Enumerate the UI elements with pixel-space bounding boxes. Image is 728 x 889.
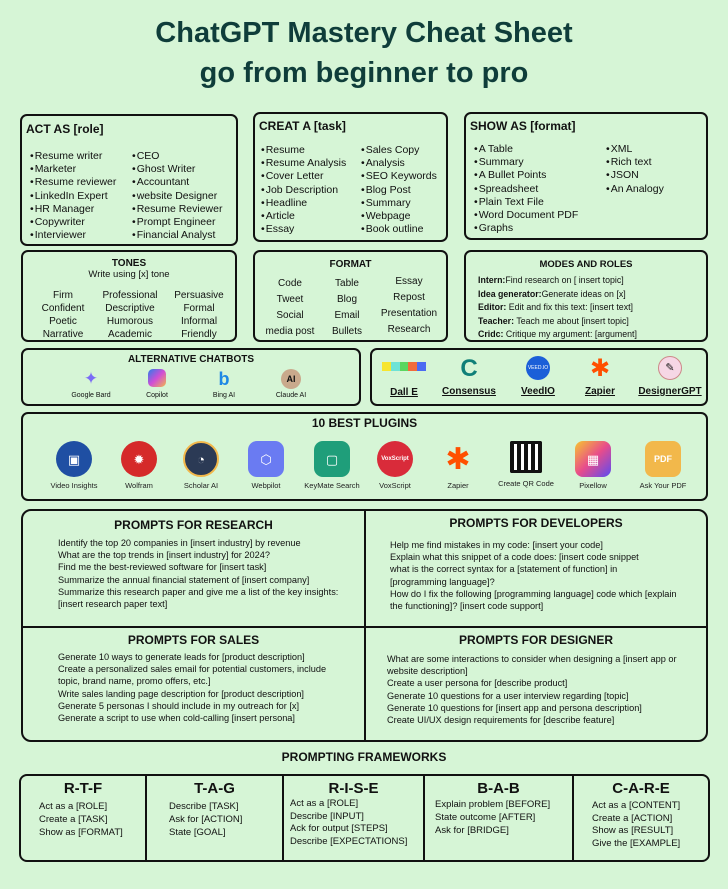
prompt-line: Generate 10 questions for a user interview regarding [topic] <box>387 690 629 701</box>
plugin-pixellow[interactable] <box>563 441 623 490</box>
list-item <box>478 315 637 329</box>
framework-line: Give the [EXAMPLE] <box>592 837 681 849</box>
modes-list <box>478 274 637 342</box>
scholar-ai-icon: ◔ <box>183 441 219 477</box>
list-item: Repost <box>393 292 425 303</box>
framework-bab <box>425 780 572 837</box>
tool-zapier[interactable] <box>572 356 628 397</box>
list-item: • Marketer <box>30 163 116 176</box>
plugin-label: Ask Your PDF <box>639 481 687 490</box>
tones-subtitle: Write using [x] tone <box>88 269 170 280</box>
framework-line: Ask for [ACTION] <box>169 814 243 825</box>
prompt-line: Generate 10 questions for [insert app and persona description] <box>387 702 642 713</box>
format-col3 <box>373 274 445 338</box>
show-as-title: SHOW AS [format] <box>470 119 576 133</box>
list-item: Poetic <box>49 316 77 327</box>
list-item: • Resume <box>261 144 346 157</box>
list-item: • Headline <box>261 197 346 210</box>
chatbot-label: Google Bard <box>71 392 111 399</box>
prompt-line: Explain what this snippet of a code does: [insert code snippet <box>390 552 639 563</box>
list-item: media post <box>265 326 315 337</box>
page-title: ChatGPT Mastery Cheat Sheet <box>155 17 573 49</box>
chatbot-bing[interactable] <box>196 369 252 399</box>
list-item: • Summary <box>361 197 437 210</box>
list-item: • Spreadsheet <box>474 183 578 196</box>
plugin-scholar-ai[interactable] <box>171 441 231 490</box>
mode-label: Teacher: <box>478 315 515 326</box>
show-as-col2 <box>606 143 664 196</box>
list-item: • A Table <box>474 143 578 156</box>
framework-line: Create a [TASK] <box>39 814 108 825</box>
chatbot-label: Claude AI <box>275 392 307 399</box>
prompt-line: [insert research paper text] <box>58 599 168 610</box>
list-item: Code <box>278 278 302 289</box>
tones-box <box>21 250 237 342</box>
prompts-box <box>21 509 708 742</box>
list-item: Blog <box>336 294 357 305</box>
list-item: • Resume Analysis <box>261 157 346 170</box>
tool-label: Consensus <box>442 386 496 397</box>
list-item: • XML <box>606 143 664 156</box>
voxscript-icon: VoxScript <box>377 441 413 477</box>
plugin-voxscript[interactable] <box>365 441 425 490</box>
prompt-line: the functioning]? [insert code support] <box>390 601 544 612</box>
frameworks-title: PROMPTING FRAMEWORKS <box>281 750 447 764</box>
bing-icon: b <box>218 369 230 389</box>
video-insights-icon: ▣ <box>56 441 92 477</box>
chatbot-copilot[interactable] <box>129 369 185 399</box>
framework-line: Act as a [ROLE] <box>39 801 108 812</box>
act-as-col2 <box>132 150 222 242</box>
qr-code-icon <box>510 441 542 473</box>
list-item: Academic <box>108 329 152 340</box>
tool-consensus[interactable] <box>436 356 502 397</box>
list-item: Firm <box>53 290 73 301</box>
framework-line: Ack for output [STEPS] <box>290 823 388 834</box>
frameworks-box <box>19 774 710 862</box>
create-a-col2 <box>361 144 437 236</box>
plugin-label: Zapier <box>447 481 469 490</box>
list-item: • Ghost Writer <box>132 163 222 176</box>
prompt-line: Create a personalized sales email for potential customers, include <box>58 664 327 675</box>
plugin-wolfram[interactable] <box>109 441 169 490</box>
list-item: • CEO <box>132 150 222 163</box>
list-item: • Resume writer <box>30 150 116 163</box>
mode-text: Edit and fix this text: [insert text] <box>506 302 633 313</box>
claude-icon: AI <box>281 369 301 389</box>
pixellow-icon: ▦ <box>575 441 611 477</box>
framework-care <box>574 780 708 850</box>
list-item: • Cover Letter <box>261 170 346 183</box>
prompt-line: How do I fix the following [programming language] code which [explain <box>390 588 677 599</box>
tones-col1 <box>29 289 97 341</box>
list-item <box>478 301 637 315</box>
framework-line: Act as a [CONTENT] <box>592 800 681 811</box>
framework-line: Explain problem [BEFORE] <box>435 799 551 810</box>
prompt-line: What are some interactions to consider when designing a [insert app or <box>387 654 677 664</box>
chatbot-google-bard[interactable] <box>63 369 119 399</box>
tones-col2 <box>95 289 165 341</box>
tool-designergpt[interactable] <box>634 356 706 397</box>
tool-dalle[interactable] <box>376 358 432 398</box>
prompt-line: what is the correct syntax for a [statement of function] in <box>390 564 618 575</box>
plugin-label: Create QR Code <box>498 479 554 488</box>
consensus-icon: C <box>460 355 478 382</box>
framework-line: Show as [RESULT] <box>592 825 674 836</box>
framework-line: State [GOAL] <box>169 827 226 838</box>
create-a-col1 <box>261 144 346 236</box>
dalle-icon <box>382 362 426 371</box>
list-item: • SEO Keywords <box>361 170 437 183</box>
modes-box <box>464 250 708 342</box>
developers-title: PROMPTS FOR DEVELOPERS <box>449 516 623 530</box>
plugin-label: Wolfram <box>125 481 153 490</box>
prompt-line: Summarize the annual financial statement of [insert company] <box>58 574 310 585</box>
list-item: • Resume Reviewer <box>132 203 222 216</box>
list-item: Essay <box>395 276 423 287</box>
show-as-col1 <box>474 143 578 235</box>
tones-title: TONES <box>111 258 147 269</box>
prompt-line: Generate 10 ways to generate leads for [product description] <box>58 652 305 662</box>
mode-text: Teach me about [insert topic] <box>514 315 629 326</box>
framework-line: Act as a [ROLE] <box>290 798 359 809</box>
list-item: • Article <box>261 210 346 223</box>
chatbot-label: Bing AI <box>212 392 236 399</box>
list-item: Descriptive <box>105 303 155 314</box>
sales-list <box>58 651 326 724</box>
framework-name: R-I-S-E <box>328 780 379 797</box>
prompts-divider-h <box>23 626 706 628</box>
format-col1 <box>257 276 323 340</box>
plugin-zapier[interactable] <box>428 441 488 490</box>
list-item: • Plain Text File <box>474 196 578 209</box>
prompt-line: Summarize this research paper and give me a list of the key insights: <box>58 586 339 597</box>
plugin-label: Video Insights <box>50 481 98 490</box>
prompt-line: [programming language]? <box>390 576 495 587</box>
list-item: Narrative <box>42 329 84 340</box>
list-item: • HR Manager <box>30 203 116 216</box>
framework-line: Show as [FORMAT] <box>39 827 123 838</box>
tool-label: Dall E <box>390 387 418 398</box>
zapier-plugin-icon: ✱ <box>445 442 471 476</box>
prompt-line: Write sales landing page description for [product description] <box>58 688 304 699</box>
list-item: Friendly <box>181 329 217 340</box>
chatbot-claude[interactable] <box>263 369 319 399</box>
designergpt-icon: ✎ <box>658 356 682 380</box>
list-item: Persuasive <box>174 290 224 301</box>
alt-chatbots-title: ALTERNATIVE CHATBOTS <box>127 354 255 365</box>
show-as-box <box>464 112 708 240</box>
list-item: Social <box>276 310 304 321</box>
list-item: Humorous <box>106 316 154 327</box>
plugin-webpilot[interactable] <box>236 441 296 490</box>
designer-list <box>387 653 677 726</box>
list-item: • A Bullet Points <box>474 169 578 182</box>
webpilot-icon: ⬡ <box>248 441 284 477</box>
act-as-title: ACT AS [role] <box>26 122 104 136</box>
list-item: Professional <box>102 290 158 301</box>
pdf-icon: PDF <box>645 441 681 477</box>
list-item: • Job Description <box>261 184 346 197</box>
plugin-video-insights[interactable] <box>44 441 104 490</box>
list-item: • Financial Analyst <box>132 229 222 242</box>
framework-line: Ask for [BRIDGE] <box>435 825 509 836</box>
list-item: • LinkedIn Expert <box>30 190 116 203</box>
framework-tag <box>147 780 282 839</box>
list-item: Presentation <box>380 308 438 319</box>
list-item: Table <box>335 278 359 289</box>
prompt-line: Generate a script to use when cold-calling [insert persona] <box>58 713 295 724</box>
developers-list <box>390 539 677 612</box>
list-item: Confident <box>41 303 85 314</box>
plugin-label: KeyMate Search <box>304 481 360 490</box>
tool-label: DesignerGPT <box>638 386 702 397</box>
act-as-col1 <box>30 150 116 242</box>
page-subtitle: go from beginner to pro <box>199 57 529 89</box>
list-item: Research <box>387 324 431 335</box>
framework-line: Describe [INPUT] <box>290 810 364 822</box>
alt-chatbots-box <box>21 348 361 406</box>
list-item: • Analysis <box>361 157 437 170</box>
mode-text: Find research on [ insert topic] <box>505 275 624 285</box>
list-item: • Blog Post <box>361 184 437 197</box>
wolfram-icon: ✹ <box>121 441 157 477</box>
framework-rtf <box>21 780 145 839</box>
list-item: • Copywriter <box>30 216 116 229</box>
list-item: • website Designer <box>132 190 222 203</box>
list-item: • Essay <box>261 223 346 236</box>
plugins-title: 10 BEST PLUGINS <box>311 416 418 430</box>
list-item: Tweet <box>276 294 304 305</box>
format-box <box>253 250 448 342</box>
list-item: • Interviewer <box>30 229 116 242</box>
list-item <box>478 274 637 288</box>
prompt-line: Create a user persona for [describe product] <box>387 678 568 689</box>
plugin-ask-your-pdf[interactable] <box>633 441 693 490</box>
tones-col3 <box>165 289 233 341</box>
sales-title: PROMPTS FOR SALES <box>127 633 260 647</box>
mode-label: Editor: <box>478 302 507 313</box>
list-item: • Accountant <box>132 176 222 189</box>
list-item: Email <box>334 310 360 321</box>
format-title: FORMAT <box>329 259 372 270</box>
framework-name: R-T-F <box>63 780 103 797</box>
list-item: • Summary <box>474 156 578 169</box>
list-item: • Rich text <box>606 156 664 169</box>
tool-label: Zapier <box>584 386 615 397</box>
create-a-title: CREAT A [task] <box>259 119 346 133</box>
framework-line: State outcome [AFTER] <box>435 812 536 823</box>
designer-title: PROMPTS FOR DESIGNER <box>458 633 613 647</box>
prompt-line: website description] <box>387 666 468 677</box>
mode-label: Intern: <box>478 275 506 285</box>
prompt-line: What are the top trends in [insert industry] for 2024? <box>58 550 270 561</box>
list-item: • An Analogy <box>606 183 664 196</box>
mode-text: Generate ideas on [x] <box>541 288 626 299</box>
act-as-box <box>20 114 238 246</box>
framework-name: C-A-R-E <box>612 780 670 797</box>
plugin-qr-code[interactable] <box>496 441 556 488</box>
framework-name: B-A-B <box>477 780 520 797</box>
list-item: Bullets <box>331 326 362 337</box>
list-item: • Resume reviewer <box>30 176 116 189</box>
bard-icon: ✦ <box>83 369 99 388</box>
list-item: Informal <box>180 316 218 327</box>
format-col2 <box>317 276 377 340</box>
veed-icon: VEED.IO <box>526 356 550 380</box>
keymate-icon: ▢ <box>314 441 350 477</box>
list-item: • Graphs <box>474 222 578 235</box>
framework-name: T-A-G <box>194 780 235 797</box>
plugins-box <box>21 412 708 501</box>
chatbot-label: Copilot <box>146 392 168 399</box>
list-item <box>478 328 637 342</box>
framework-line: Describe [EXPECTATIONS] <box>290 835 408 847</box>
prompt-line: Find me the best-reviewed software for [insert task] <box>58 562 267 573</box>
modes-title: MODES AND ROLES <box>539 259 633 270</box>
list-item: • Book outline <box>361 223 437 236</box>
framework-line: Create a [ACTION] <box>592 812 673 824</box>
prompt-line: Generate 5 personas I should include in my outreach for [x] <box>58 700 300 711</box>
tool-label: VeedIO <box>521 386 555 397</box>
list-item: Formal <box>183 303 215 314</box>
framework-rise <box>284 780 423 848</box>
prompt-line: Create UI/UX design requirements for [describe feature] <box>387 715 615 726</box>
plugin-label: VoxScript <box>379 481 411 490</box>
create-a-box <box>253 112 448 242</box>
copilot-icon <box>148 369 166 387</box>
zapier-icon: ✱ <box>589 355 611 382</box>
tools-box <box>370 348 708 406</box>
plugin-keymate[interactable] <box>302 441 362 490</box>
list-item <box>478 288 637 302</box>
prompt-line: Help me find mistakes in my code: [insert your code] <box>390 540 603 550</box>
list-item: • JSON <box>606 169 664 182</box>
prompt-line: topic, brand name, promo offers, etc.] <box>58 676 211 687</box>
mode-text: Critique my argument: [argument] <box>503 329 637 340</box>
mode-label: Idea generator: <box>478 288 542 299</box>
list-item: • Prompt Engineer <box>132 216 222 229</box>
plugin-label: Webpilot <box>251 481 281 490</box>
list-item: • Webpage <box>361 210 437 223</box>
framework-line: Describe [TASK] <box>169 801 239 812</box>
list-item: • Sales Copy <box>361 144 437 157</box>
mode-label: Cridc: <box>478 329 504 340</box>
prompt-line: Identify the top 20 companies in [insert industry] by revenue <box>58 538 301 548</box>
research-title: PROMPTS FOR RESEARCH <box>114 518 273 532</box>
research-list <box>58 537 338 610</box>
list-item: • Word Document PDF <box>474 209 578 222</box>
plugin-label: Scholar AI <box>183 481 219 490</box>
tool-veedio[interactable] <box>510 356 566 397</box>
plugin-label: Pixellow <box>579 481 607 490</box>
